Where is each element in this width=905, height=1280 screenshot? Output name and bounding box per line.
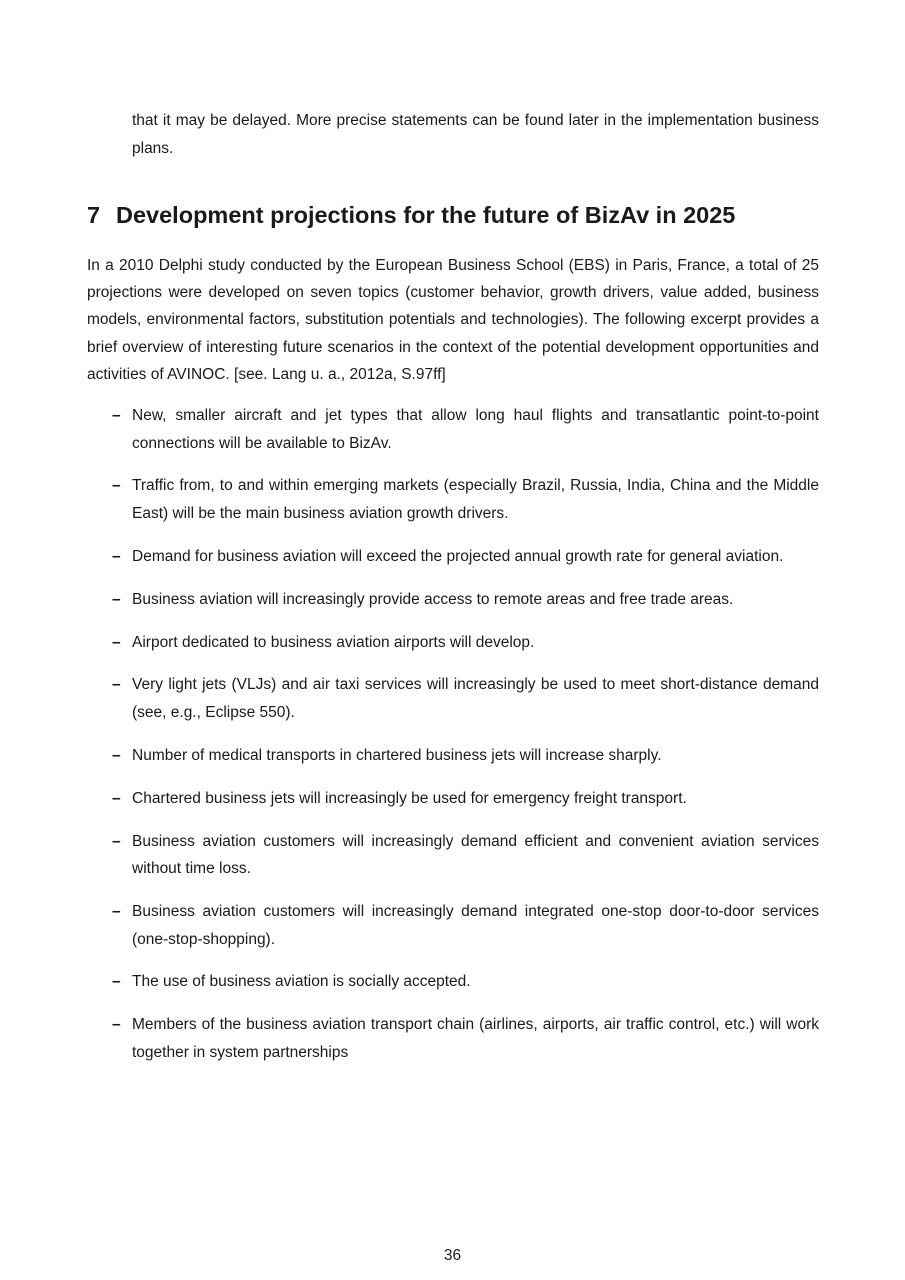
bullet-dash: –: [112, 547, 121, 565]
bullet-dash: –: [112, 477, 121, 495]
list-item: [0, 968, 905, 996]
list-item-text: New, smaller aircraft and jet types that allow long haul flights and transatlantic point-to-point connections will be available to BizAv.: [132, 407, 819, 452]
list-item-text: Business aviation customers will increasingly demand integrated one-stop door-to-door services (one-stop-shopping).: [132, 903, 819, 948]
bullet-dash: –: [112, 746, 121, 764]
bullet-dash: –: [112, 1016, 121, 1034]
list-item: [0, 1011, 905, 1066]
section-number: 7: [87, 202, 101, 228]
bullet-dash: –: [112, 407, 121, 424]
bullet-dash: –: [112, 676, 121, 694]
list-item-text: Business aviation customers will increasingly demand efficient and convenient aviation services without time loss.: [132, 832, 819, 878]
projection-list: [0, 402, 905, 1082]
bullet-dash: –: [112, 973, 121, 991]
list-item: [0, 629, 905, 657]
list-item-text: Airport dedicated to business aviation airports will develop.: [132, 633, 535, 651]
list-item: [0, 402, 905, 457]
list-item-text: Traffic from, to and within emerging markets (especially Brazil, Russia, India, China and the Middle East) will be the main business aviation growth drivers.: [132, 477, 819, 522]
bullet-dash: –: [112, 590, 121, 608]
list-item: [0, 671, 905, 726]
list-item-text: Chartered business jets will increasingly be used for emergency freight transport.: [132, 789, 687, 807]
bullet-dash: –: [112, 789, 121, 807]
bullet-dash: –: [112, 633, 121, 651]
bullet-dash: –: [112, 832, 121, 850]
continuation-paragraph: that it may be delayed. More precise statements can be found later in the implementation business plans.: [132, 112, 819, 157]
list-item-text: Very light jets (VLJs) and air taxi services will increasingly be used to meet short-distance demand (see, e.g., Eclipse 550).: [132, 676, 819, 721]
list-item: [0, 543, 905, 571]
list-item: [0, 828, 905, 883]
list-item: [0, 472, 905, 527]
list-item-text: Business aviation will increasingly provide access to remote areas and free trade areas.: [132, 590, 734, 608]
list-item-text: Members of the business aviation transport chain (airlines, airports, air traffic control, etc.) will work together in system partnerships: [132, 1016, 819, 1061]
intro-paragraph: In a 2010 Delphi study conducted by the European Business School (EBS) in Paris, France, a total of 25 projections were developed on seven topics (customer behavior, growth drivers, value added, business models, environmental factors, substitution potentials and technologies). The following excerpt provides a brief overview of interesting future scenarios in the context of the potential development opportunities and activities of AVINOC. [see. Lang u. a., 2012a, S.97ff]: [87, 257, 819, 383]
list-item: [0, 586, 905, 614]
bullet-dash: –: [112, 903, 121, 921]
list-item-text: The use of business aviation is socially accepted.: [132, 973, 471, 991]
section-title: Development projections for the future of BizAv in 2025: [116, 202, 736, 228]
list-item-text: Demand for business aviation will exceed the projected annual growth rate for general aviation.: [132, 547, 784, 565]
section-heading: [87, 198, 827, 232]
list-item: [0, 742, 905, 770]
page-number: 36: [443, 1247, 462, 1264]
list-item-text: Number of medical transports in chartered business jets will increase sharply.: [132, 746, 662, 764]
list-item: [0, 785, 905, 813]
list-item: [0, 898, 905, 953]
